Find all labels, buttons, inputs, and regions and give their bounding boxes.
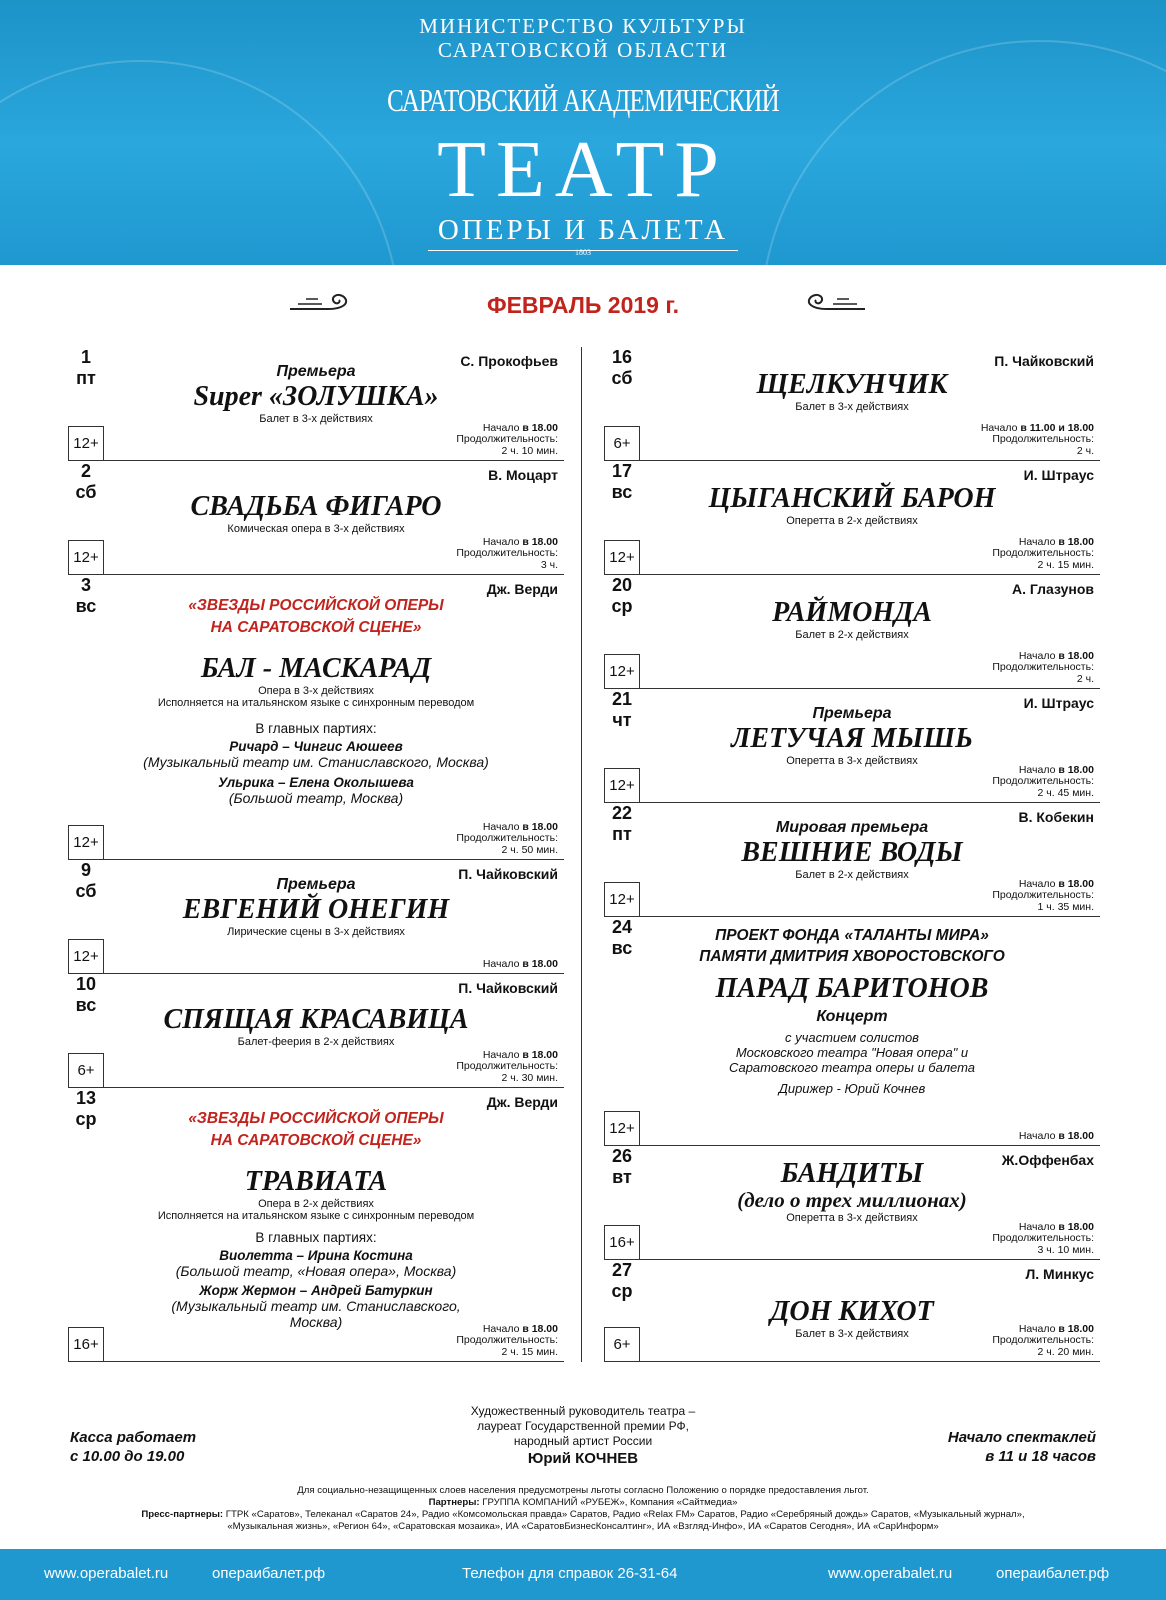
event-weekday: ср	[611, 1281, 633, 1301]
concert-label: Концерт	[816, 1008, 888, 1025]
theatre-name-line-3: ОПЕРЫ И БАЛЕТА	[437, 214, 729, 246]
ministry-line-2: САРАТОВСКОЙ ОБЛАСТИ	[437, 38, 729, 62]
age-rating-badge: 6+	[604, 426, 640, 460]
event-title: РАЙМОНДА	[772, 597, 932, 628]
event-weekday: сб	[75, 881, 97, 901]
website-link[interactable]: операибалет.рф	[212, 1565, 326, 1582]
event-weekday: сб	[611, 368, 633, 388]
age-rating-badge: 12+	[68, 426, 104, 460]
event-weekday: чт	[612, 710, 632, 730]
event-day: 24	[611, 917, 633, 937]
event-timing: Начало в 18.00	[1018, 1129, 1094, 1142]
event-day: 17	[611, 461, 633, 481]
event-weekday: вт	[612, 1167, 632, 1187]
event-title: СПЯЩАЯ КРАСАВИЦА	[163, 1004, 469, 1035]
event-composer: Ж.Оффенбах	[1001, 1152, 1094, 1168]
ministry-line-1: МИНИСТЕРСТВО КУЛЬТУРЫ	[419, 14, 747, 38]
event-genre: Балет в 3-х действиях	[795, 401, 909, 413]
event-title: ЦЫГАНСКИЙ БАРОН	[708, 483, 996, 514]
event-timing: Начало в 18.00 Продолжительность: 2 ч. 15 мин.	[456, 1322, 558, 1358]
event-genre: Комическая опера в 3-х действиях	[227, 523, 405, 535]
event-title: БАНДИТЫ	[780, 1158, 924, 1189]
website-link[interactable]: операибалет.рф	[996, 1565, 1110, 1582]
website-link[interactable]: www.operabalet.ru	[828, 1565, 953, 1582]
event-day: 20	[611, 575, 633, 595]
premiere-label: Мировая премьера	[775, 819, 929, 836]
event-genre: Балет в 2-х действиях	[795, 629, 909, 641]
soloists-line: Московского театра "Новая опера" и	[735, 1045, 969, 1060]
event-genre: Балет в 2-х действиях	[795, 869, 909, 881]
event-weekday: ср	[611, 596, 633, 616]
event-genre: Балет в 3-х действиях	[259, 413, 373, 425]
age-rating-badge: 12+	[68, 540, 104, 574]
event-title: ЛЕТУЧАЯ МЫШЬ	[731, 723, 973, 754]
event-genre: Балет-феерия в 2-х действиях	[237, 1036, 395, 1048]
cast-member-theatre: Москва)	[289, 1314, 343, 1330]
start-times-line: в 11 и 18 часов	[985, 1448, 1096, 1465]
event-weekday: пт	[76, 368, 96, 388]
age-rating-badge: 12+	[604, 768, 640, 802]
event-genre: Опера в 3-х действиях	[258, 685, 374, 697]
event-weekday: вс	[75, 596, 97, 616]
event-weekday: вс	[611, 482, 633, 502]
event-row	[68, 461, 564, 575]
event-row	[604, 461, 1100, 575]
conductor: Дирижер - Юрий Кочнев	[778, 1081, 926, 1096]
event-weekday: вс	[75, 995, 97, 1015]
premiere-label: Премьера	[812, 705, 892, 722]
website-link[interactable]: www.operabalet.ru	[44, 1565, 169, 1582]
box-office-line: с 10.00 до 19.00	[70, 1448, 185, 1465]
theatre-name-line-2: ТЕАТР	[437, 126, 729, 214]
event-day: 10	[75, 974, 97, 994]
director-line: Художественный руководитель театра –	[470, 1404, 696, 1418]
event-row	[68, 575, 564, 860]
project-line-1: ПРОЕКТ ФОНДА «ТАЛАНТЫ МИРА»	[715, 927, 989, 944]
event-timing: Начало в 18.00 Продолжительность: 3 ч. 10 мин.	[992, 1220, 1094, 1256]
event-row	[604, 1146, 1100, 1260]
event-row	[604, 347, 1100, 461]
event-composer: С. Прокофьев	[460, 353, 558, 369]
partners-line: Партнеры: ГРУППА КОМПАНИЙ «РУБЕЖ», Компания «Сайтмедиа»	[428, 1497, 738, 1508]
event-genre: Опера в 2-х действиях	[258, 1198, 374, 1210]
event-day: 3	[80, 575, 91, 595]
event-day: 2	[80, 461, 91, 481]
age-rating-badge: 16+	[68, 1327, 104, 1361]
event-note: Исполняется на итальянском языке с синхронным переводом	[157, 697, 475, 709]
premiere-label: Премьера	[276, 876, 356, 893]
age-rating-badge: 12+	[604, 1111, 640, 1145]
event-timing: Начало в 18.00 Продолжительность: 2 ч. 20 мин.	[992, 1322, 1094, 1358]
event-composer: А. Глазунов	[1012, 581, 1094, 597]
founding-year: 1803	[575, 248, 591, 257]
event-weekday: сб	[75, 482, 97, 502]
cast-member: Ричард – Чингис Аюшеев	[229, 739, 403, 754]
director-line: народный артист России	[513, 1434, 653, 1448]
event-composer: П. Чайковский	[994, 353, 1094, 369]
age-rating-badge: 12+	[68, 825, 104, 859]
event-day: 22	[611, 803, 633, 823]
theatre-name-line-1: САРАТОВСКИЙ АКАДЕМИЧЕСКИЙ	[387, 82, 779, 118]
event-genre: Оперетта в 3-х действиях	[786, 1212, 918, 1224]
event-title: ВЕШНИЕ ВОДЫ	[741, 837, 963, 868]
cast-member-theatre: (Большой театр, «Новая опера», Москва)	[175, 1263, 457, 1279]
benefits-note: Для социально-незащищенных слоев населения предусмотрены льготы согласно Положению о порядке предоставления льгот.	[297, 1485, 869, 1496]
event-row	[68, 860, 564, 974]
event-composer: Дж. Верди	[486, 1094, 558, 1110]
notes-block	[60, 1485, 1106, 1533]
age-rating-badge: 6+	[68, 1053, 104, 1087]
age-rating-badge: 16+	[604, 1225, 640, 1259]
schedule-right-column	[604, 347, 1100, 1367]
festival-line-2: НА САРАТОВСКОЙ СЦЕНЕ»	[210, 1132, 422, 1149]
event-day: 27	[611, 1260, 633, 1280]
director-line: лауреат Государственной премии РФ,	[477, 1419, 689, 1433]
column-divider	[581, 347, 582, 1362]
ornament-right-icon	[795, 289, 867, 315]
event-composer: П. Чайковский	[458, 980, 558, 996]
event-composer: В. Моцарт	[488, 467, 558, 483]
show-start-times	[948, 1428, 1096, 1466]
cast-heading: В главных партиях:	[255, 721, 377, 736]
event-composer: Дж. Верди	[486, 581, 558, 597]
event-timing: Начало в 18.00 Продолжительность: 2 ч. 30 мин.	[456, 1048, 558, 1084]
event-composer: В. Кобекин	[1018, 809, 1094, 825]
event-day: 13	[75, 1088, 97, 1108]
event-row	[68, 1088, 564, 1362]
event-row	[604, 689, 1100, 803]
event-note: Исполняется на итальянском языке с синхронным переводом	[157, 1210, 475, 1222]
event-title: ТРАВИАТА	[244, 1166, 388, 1197]
event-title: ЕВГЕНИЙ ОНЕГИН	[182, 894, 450, 925]
event-day: 9	[80, 860, 91, 880]
event-genre: Оперетта в 2-х действиях	[786, 515, 918, 527]
festival-line-2: НА САРАТОВСКОЙ СЦЕНЕ»	[210, 619, 422, 636]
project-line-2: ПАМЯТИ ДМИТРИЯ ХВОРОСТОВСКОГО	[699, 948, 1005, 965]
event-row	[604, 917, 1100, 1146]
event-timing: Начало в 18.00 Продолжительность: 2 ч. 10 мин.	[456, 421, 558, 457]
event-timing: Начало в 18.00 Продолжительность: 2 ч. 15 мин.	[992, 535, 1094, 571]
phone-info: Телефон для справок 26-31-64	[462, 1565, 678, 1582]
box-office-hours	[70, 1428, 196, 1466]
press-partners-line: «Музыкальная жизнь», «Регион 64», «Саратовская мозаика», ИА «СаратовБизнесКонсалтинг», ИА «Взгляд-Инфо», ИА «Саратов Сегодня», ИА «СарИнформ»	[227, 1521, 939, 1532]
event-timing: Начало в 18.00 Продолжительность: 2 ч. 45 мин.	[992, 763, 1094, 799]
event-timing: Начало в 18.00 Продолжительность: 2 ч.	[992, 649, 1094, 685]
cast-member-theatre: (Музыкальный театр им. Станиславского,	[171, 1298, 461, 1314]
header-banner	[0, 0, 1166, 265]
box-office-line: Касса работает	[70, 1429, 197, 1446]
event-timing: Начало в 11.00 и 18.00 Продолжительность: 2 ч.	[980, 421, 1094, 457]
event-row	[68, 347, 564, 461]
event-genre: Лирические сцены в 3-х действиях	[227, 926, 405, 938]
soloists-line: Саратовского театра оперы и балета	[728, 1060, 976, 1075]
event-day: 26	[611, 1146, 633, 1166]
event-title: СВАДЬБА ФИГАРО	[190, 491, 442, 522]
press-partners-line: Пресс-партнеры: ГТРК «Саратов», Телеканал «Саратов 24», Радио «Комсомольская правда» Саратов, Радио «Relax FM» Саратов, Радио «Серебряный дождь» Саратов, «Музыкальный журнал»,	[141, 1509, 1025, 1520]
event-title: ЩЕЛКУНЧИК	[756, 369, 948, 400]
event-day: 16	[611, 347, 633, 367]
premiere-label: Премьера	[276, 363, 356, 380]
cast-member-theatre: (Музыкальный театр им. Станиславского, Москва)	[143, 754, 489, 770]
event-timing: Начало в 18.00	[482, 957, 558, 970]
event-timing: Начало в 18.00 Продолжительность: 2 ч. 50 мин.	[456, 820, 558, 856]
event-day: 1	[80, 347, 91, 367]
festival-line-1: «ЗВЕЗДЫ РОССИЙСКОЙ ОПЕРЫ	[188, 1110, 444, 1127]
month-title: ФЕВРАЛЬ 2019 г.	[486, 292, 680, 318]
age-rating-badge: 12+	[604, 654, 640, 688]
event-weekday: вс	[611, 938, 633, 958]
event-row	[604, 575, 1100, 689]
event-timing: Начало в 18.00 Продолжительность: 1 ч. 35 мин.	[992, 877, 1094, 913]
event-row	[604, 803, 1100, 917]
event-row	[68, 974, 564, 1088]
schedule-left-column	[68, 347, 564, 1367]
director-name: Юрий КОЧНЕВ	[527, 1450, 639, 1467]
festival-line-1: «ЗВЕЗДЫ РОССИЙСКОЙ ОПЕРЫ	[188, 597, 444, 614]
event-composer: П. Чайковский	[458, 866, 558, 882]
event-weekday: пт	[612, 824, 632, 844]
event-genre: Оперетта в 3-х действиях	[786, 755, 918, 767]
event-title: Super «ЗОЛУШКА»	[193, 381, 439, 412]
cast-member: Жорж Жермон – Андрей Батуркин	[199, 1283, 433, 1298]
cast-member: Виолетта – Ирина Костина	[219, 1248, 413, 1263]
cast-member-theatre: (Большой театр, Москва)	[228, 790, 404, 806]
age-rating-badge: 6+	[604, 1327, 640, 1361]
soloists-line: с участием солистов	[785, 1030, 919, 1045]
start-times-line: Начало спектаклей	[947, 1429, 1096, 1446]
age-rating-badge: 12+	[604, 540, 640, 574]
event-row	[604, 1260, 1100, 1362]
event-title: БАЛ - МАСКАРАД	[200, 653, 432, 684]
event-composer: И. Штраус	[1023, 467, 1094, 483]
age-rating-badge: 12+	[604, 882, 640, 916]
age-rating-badge: 12+	[68, 939, 104, 973]
cast-member: Ульрика – Елена Околышева	[218, 775, 414, 790]
event-composer: Л. Минкус	[1025, 1266, 1094, 1282]
event-day: 21	[611, 689, 633, 709]
event-timing: Начало в 18.00 Продолжительность: 3 ч.	[456, 535, 558, 571]
bottom-bar	[0, 1549, 1166, 1600]
event-subtitle: (дело о трех миллионах)	[737, 1188, 967, 1212]
cast-heading: В главных партиях:	[255, 1230, 377, 1245]
event-weekday: ср	[75, 1109, 97, 1129]
event-title: ПАРАД БАРИТОНОВ	[715, 973, 989, 1004]
event-composer: И. Штраус	[1023, 695, 1094, 711]
event-genre: Балет в 3-х действиях	[795, 1328, 909, 1340]
event-title: ДОН КИХОТ	[770, 1296, 934, 1327]
